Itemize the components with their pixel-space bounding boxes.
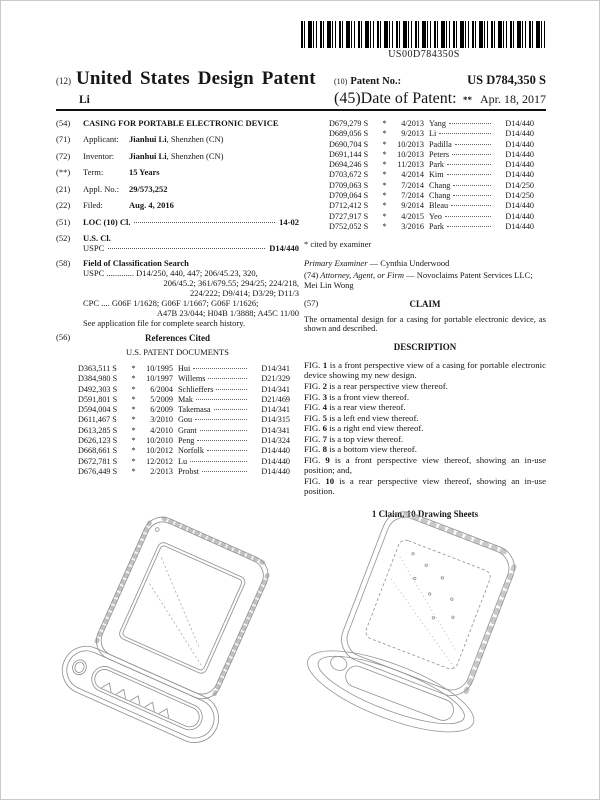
applicant-name: Jianhui Li	[129, 134, 167, 145]
fig-text: is a rear perspective view thereof.	[329, 381, 448, 392]
ref-date: 7/2014	[401, 191, 424, 201]
ref-class: D21/469	[261, 394, 290, 404]
drawing-rear-perspective	[291, 497, 553, 782]
ref-inventor: Peters	[429, 149, 450, 159]
ref-class: D14/440	[261, 446, 290, 456]
date-code: (45)	[334, 90, 361, 107]
us-cl-label: U.S. Cl.	[83, 233, 111, 244]
reference-row	[329, 160, 534, 170]
ref-star: *	[382, 180, 387, 190]
dot-leader	[439, 133, 491, 134]
ref-inventor: Li	[429, 129, 437, 139]
fig-prefix: FIG.	[304, 381, 321, 392]
ref-class: D14/250	[505, 191, 534, 201]
filed-field	[56, 201, 299, 211]
fig-text: is a front view thereof.	[329, 391, 410, 402]
fig-prefix: FIG.	[304, 391, 321, 402]
ref-star: *	[131, 456, 136, 466]
applicant-label: Applicant:	[83, 134, 119, 145]
invention-title: CASING FOR PORTABLE ELECTRONIC DEVICE	[83, 118, 279, 128]
reference-row	[329, 222, 534, 232]
ref-inventor: Chang	[429, 180, 451, 190]
reference-row	[329, 212, 534, 222]
ref-date: 10/2012	[146, 446, 173, 456]
dot-leader	[216, 389, 247, 390]
header-divider	[56, 109, 546, 111]
fig-prefix: FIG.	[304, 454, 321, 465]
ref-date: 9/2013	[401, 129, 424, 139]
dot-leader	[134, 222, 275, 223]
reference-row	[78, 405, 290, 415]
dot-leader	[196, 399, 247, 400]
ref-class: D14/315	[261, 415, 290, 425]
ref-patent-number: D384,980 S	[78, 374, 118, 384]
ref-date: 4/2015	[401, 211, 424, 221]
fig-text: is a bottom view thereof.	[329, 444, 417, 455]
ref-date: 2/2013	[150, 466, 173, 476]
reference-row	[78, 467, 290, 477]
dot-leader	[195, 419, 247, 420]
ref-date: 10/1997	[146, 374, 173, 384]
search-note: See application file for complete search history.	[83, 317, 246, 328]
us-class-field	[56, 234, 299, 254]
fig-prefix: FIG.	[304, 433, 321, 444]
fig-prefix: FIG.	[304, 423, 321, 434]
cited-by-examiner-note: * cited by examiner	[304, 239, 372, 250]
ref-patent-number: D613,285 S	[78, 425, 118, 435]
ref-class: D14/440	[505, 201, 534, 211]
reference-row	[78, 426, 290, 436]
kind-code: (12)	[56, 76, 71, 86]
reference-row	[78, 374, 290, 384]
ref-date: 10/2013	[397, 139, 424, 149]
appl-no-field	[56, 185, 299, 195]
barcode-image	[301, 21, 547, 48]
date-label: Date of Patent:	[360, 90, 457, 107]
figure-description	[304, 476, 546, 497]
ref-star: *	[131, 405, 136, 415]
dot-leader	[447, 174, 491, 175]
examiner-name: — Cynthia Underwood	[367, 258, 450, 269]
reference-row	[78, 446, 290, 456]
dot-leader	[453, 195, 491, 196]
uspc-label: USPC	[83, 243, 105, 253]
ref-star: *	[382, 119, 387, 128]
fig-prefix: FIG.	[304, 444, 321, 455]
ref-date: 12/2012	[146, 456, 173, 466]
field-search-label: Field of Classification Search	[83, 257, 189, 268]
fig-text: is a top view thereof.	[329, 433, 404, 444]
applicant-field	[56, 135, 299, 145]
ref-class: D14/341	[261, 363, 290, 373]
appl-no-label: Appl. No.:	[83, 183, 120, 194]
fig-number: 10	[325, 475, 335, 486]
reference-row	[329, 201, 534, 211]
reference-row	[78, 395, 290, 405]
ref-date: 9/2014	[401, 201, 424, 211]
dot-leader	[207, 450, 247, 451]
ref-class: D14/440	[505, 211, 534, 221]
ref-class: D14/440	[505, 119, 534, 128]
ref-date: 3/2016	[401, 221, 424, 231]
dot-leader	[108, 248, 265, 249]
patent-no-label: Patent No.:	[350, 76, 402, 87]
ref-patent-number: D591,801 S	[78, 394, 118, 404]
figure-description	[304, 455, 546, 476]
ref-patent-number: D709,064 S	[329, 191, 369, 201]
ref-class: D14/341	[261, 425, 290, 435]
figure-description	[304, 434, 546, 445]
filed-value: Aug. 4, 2016	[129, 200, 174, 211]
ref-inventor: Takemasa	[178, 405, 211, 415]
ref-patent-number: D668,661 S	[78, 446, 118, 456]
ref-date: 10/2013	[397, 149, 424, 159]
ref-inventor: Gou	[178, 415, 193, 425]
appl-no-value: 29/573,252	[129, 183, 168, 194]
rear-perspective-figure	[291, 497, 553, 782]
term-value: 15 Years	[129, 167, 160, 178]
fig-prefix: FIG.	[304, 359, 321, 370]
barcode-text: US00D784350S	[388, 49, 460, 60]
ref-class: D14/440	[505, 221, 534, 231]
fig-text: is a front perspective view of a casing for portable electronic device showing my new design.	[304, 359, 547, 381]
ref-inventor: Schlieffers	[178, 384, 214, 394]
ref-star: *	[131, 446, 136, 456]
references-table-right	[329, 119, 534, 232]
inventor-label: Inventor:	[83, 150, 115, 161]
applicant-location: , Shenzhen (CN)	[166, 134, 224, 145]
inventor-location: , Shenzhen (CN)	[166, 150, 224, 161]
field-search-lines	[83, 269, 299, 329]
ref-star: *	[382, 221, 387, 231]
primary-examiner-line	[304, 259, 546, 269]
field-code-72: (72)	[56, 150, 71, 161]
ref-class: D14/440	[505, 149, 534, 159]
ref-star: *	[382, 191, 387, 201]
loc-label: LOC (10) Cl.	[83, 216, 131, 227]
ref-patent-number: D676,449 S	[78, 466, 118, 476]
drawing-front-perspective	[49, 499, 301, 799]
ref-patent-number: D752,052 S	[329, 221, 369, 231]
ref-patent-number: D689,056 S	[329, 129, 369, 139]
fig-number: 7	[322, 433, 327, 444]
ref-star: *	[131, 374, 136, 384]
ref-inventor: Probst	[178, 466, 199, 476]
reference-row	[78, 415, 290, 425]
ref-star: *	[131, 394, 136, 404]
search-line: A47B 23/044; H04B 1/3888; A45C 11/00	[156, 307, 299, 318]
ref-inventor: Park	[429, 221, 445, 231]
ref-date: 6/2004	[150, 384, 173, 394]
ref-date: 7/2014	[401, 180, 424, 190]
date-stars: **	[463, 95, 472, 105]
field-code-22: (22)	[56, 200, 71, 211]
fig-number: 8	[322, 444, 327, 455]
ref-class: D14/440	[505, 129, 534, 139]
ref-class: D14/341	[261, 384, 290, 394]
ref-class: D14/341	[261, 405, 290, 415]
ref-star: *	[382, 129, 387, 139]
dot-leader	[214, 409, 247, 410]
figure-description	[304, 360, 546, 381]
dot-leader	[452, 154, 491, 155]
claim-heading-row	[304, 299, 546, 310]
ref-star: *	[382, 211, 387, 221]
fig-prefix: FIG.	[304, 402, 321, 413]
ref-patent-number: D672,781 S	[78, 456, 118, 466]
us-patent-documents-heading: U.S. PATENT DOCUMENTS	[126, 347, 229, 358]
ref-date: 5/2009	[150, 394, 173, 404]
fig-text: is a rear view thereof.	[329, 402, 406, 413]
figure-description	[304, 444, 546, 455]
figure-description	[304, 392, 546, 403]
ref-inventor: Park	[429, 160, 445, 170]
date-value: Apr. 18, 2017	[480, 92, 546, 106]
ref-patent-number: D492,303 S	[78, 384, 118, 394]
field-code-56: (56)	[56, 331, 71, 342]
ref-star: *	[131, 384, 136, 394]
ref-class: D21/329	[261, 374, 290, 384]
dot-leader	[449, 123, 491, 124]
ref-star: *	[382, 201, 387, 211]
reference-row	[78, 436, 290, 446]
dot-leader	[193, 368, 247, 369]
dot-leader	[453, 185, 491, 186]
reference-row	[329, 119, 534, 129]
ref-inventor: Yang	[429, 119, 446, 128]
ref-patent-number: D690,704 S	[329, 139, 369, 149]
ref-patent-number: D703,672 S	[329, 170, 369, 180]
fig-number: 6	[322, 423, 327, 434]
ref-class: D14/324	[261, 436, 290, 446]
reference-row	[329, 140, 534, 150]
right-column	[304, 119, 546, 520]
ref-patent-number: D712,412 S	[329, 201, 369, 211]
ref-date: 4/2013	[401, 119, 424, 128]
attorney-label: Attorney, Agent, or Firm	[320, 270, 404, 281]
ref-class: D14/440	[261, 456, 290, 466]
ref-date: 10/1995	[146, 363, 173, 373]
ref-patent-number: D694,246 S	[329, 160, 369, 170]
description-heading: DESCRIPTION	[393, 342, 457, 353]
ref-inventor: Kim	[429, 170, 444, 180]
left-column	[56, 119, 299, 477]
ref-inventor: Yeo	[429, 211, 442, 221]
ref-class: D14/440	[505, 139, 534, 149]
field-code-74: (74)	[304, 270, 319, 281]
claim-text: The ornamental design for a casing for portable electronic device, as shown and described.	[304, 313, 546, 334]
ref-star: *	[382, 160, 387, 170]
fig-number: 1	[322, 359, 328, 370]
fig-number: 3	[322, 391, 327, 402]
fig-text: is a rear perspective view thereof, showing an in-use position.	[304, 475, 546, 497]
figure-description	[304, 381, 546, 392]
figure-description	[304, 402, 546, 413]
ref-date: 3/2010	[150, 415, 173, 425]
fig-text: is a front perspective view thereof, showing an in-use position; and,	[304, 454, 546, 476]
title-field	[56, 119, 299, 129]
references-table-left	[78, 364, 290, 477]
field-code-51: (51)	[56, 216, 71, 227]
dot-leader	[208, 378, 247, 379]
ref-star: *	[131, 436, 136, 446]
ref-date: 6/2009	[150, 405, 173, 415]
ref-inventor: Bleau	[429, 201, 449, 211]
ref-patent-number: D363,511 S	[78, 363, 117, 373]
figure-descriptions	[304, 360, 546, 497]
ref-inventor: Peng	[178, 436, 195, 446]
fig-text: is a right end view thereof.	[329, 423, 424, 434]
ref-patent-number: D611,467 S	[78, 415, 117, 425]
filed-label: Filed:	[83, 200, 103, 211]
search-line: 206/45.2; 361/679.55; 294/25; 224/218,	[163, 277, 299, 288]
fig-number: 2	[322, 381, 327, 392]
ref-class: D14/440	[261, 466, 290, 476]
attorney-line	[304, 271, 546, 291]
dot-leader	[190, 461, 247, 462]
ref-star: *	[382, 139, 387, 149]
ref-date: 4/2014	[401, 170, 424, 180]
reference-row	[78, 364, 290, 374]
ref-inventor: Willems	[178, 374, 206, 384]
references-heading: References Cited	[144, 332, 211, 343]
references-heading-row	[56, 333, 299, 344]
uspc-value: D14/440	[269, 243, 299, 253]
ref-date: 11/2013	[397, 160, 424, 170]
search-line: CPC .... G06F 1/1628; G06F 1/1667; G06F 1/1626;	[83, 297, 259, 308]
ref-patent-number: D709,063 S	[329, 180, 369, 190]
dot-leader	[202, 471, 247, 472]
field-code-57: (57)	[304, 298, 319, 309]
search-line: 224/222; D9/414; D3/29; D11/3	[189, 287, 299, 298]
ref-star: *	[382, 149, 387, 159]
figure-description	[304, 413, 546, 424]
barcode-block	[301, 21, 547, 60]
ref-class: D14/440	[505, 170, 534, 180]
header	[56, 68, 546, 108]
dot-leader	[455, 144, 491, 145]
fig-number: 5	[322, 412, 327, 423]
examiner-label: Primary Examiner	[304, 258, 368, 269]
reference-row	[329, 129, 534, 139]
patent-no-value: US D784,350 S	[467, 73, 546, 87]
reference-row	[329, 170, 534, 180]
inventor-surname: Li	[79, 94, 90, 106]
ref-class: D14/440	[505, 160, 534, 170]
figure-description	[304, 423, 546, 434]
field-code-21: (21)	[56, 183, 71, 194]
page-title: United States Design Patent	[76, 68, 316, 89]
dot-leader	[445, 216, 491, 217]
fig-number: 9	[325, 454, 330, 465]
ref-inventor: Padilla	[429, 139, 452, 149]
ref-date: 4/2010	[150, 425, 173, 435]
term-label: Term:	[83, 167, 104, 178]
ref-patent-number: D679,279 S	[329, 119, 369, 128]
claims-sheets-note: 1 Claim, 10 Drawing Sheets	[371, 509, 479, 520]
ref-inventor: Grant	[178, 425, 197, 435]
term-field	[56, 168, 299, 178]
inventor-name: Jianhui Li	[129, 150, 167, 161]
attorney-value: — Novoclaims Patent Services LLC; Mei Lin Wong	[304, 270, 533, 291]
ref-star: *	[131, 363, 136, 373]
fig-prefix: FIG.	[304, 412, 321, 423]
ref-star: *	[131, 466, 136, 476]
ref-inventor: Hui	[178, 363, 191, 373]
field-code-54: (54)	[56, 118, 71, 128]
dot-leader	[197, 440, 247, 441]
reference-row	[78, 457, 290, 467]
claim-heading: CLAIM	[409, 299, 441, 310]
ref-star: *	[131, 425, 136, 435]
ref-inventor: Chang	[429, 191, 451, 201]
fig-prefix: FIG.	[304, 475, 321, 486]
ref-inventor: Lu	[178, 456, 188, 466]
field-code-71: (71)	[56, 134, 71, 145]
ref-patent-number: D727,917 S	[329, 211, 369, 221]
ref-patent-number: D626,123 S	[78, 436, 118, 446]
field-code-52: (52)	[56, 233, 71, 244]
dot-leader	[451, 205, 491, 206]
field-code-term: (**)	[56, 167, 71, 178]
fig-text: is a left end view thereof.	[329, 412, 419, 423]
ref-star: *	[131, 415, 136, 425]
reference-row	[329, 181, 534, 191]
ref-class: D14/250	[505, 180, 534, 190]
search-line: USPC ............. D14/250, 440, 447; 206/45.23, 320,	[83, 267, 258, 278]
field-code-58: (58)	[56, 257, 71, 268]
field-of-search	[56, 259, 299, 329]
ref-patent-number: D691,144 S	[329, 149, 369, 159]
dot-leader	[447, 164, 491, 165]
reference-row	[329, 150, 534, 160]
front-perspective-figure	[49, 499, 301, 799]
dot-leader	[200, 430, 247, 431]
loc-value: 14-02	[279, 216, 299, 227]
dot-leader	[447, 226, 491, 227]
patent-no-code: (10)	[334, 77, 348, 86]
reference-row	[329, 191, 534, 201]
ref-patent-number: D594,004 S	[78, 405, 118, 415]
loc-class-field	[56, 218, 299, 228]
reference-row	[78, 385, 290, 395]
fig-number: 4	[322, 402, 327, 413]
inventor-field	[56, 152, 299, 162]
ref-date: 10/2010	[146, 436, 173, 446]
ref-inventor: Mak	[178, 394, 194, 404]
ref-inventor: Norfolk	[178, 446, 204, 456]
ref-star: *	[382, 170, 387, 180]
